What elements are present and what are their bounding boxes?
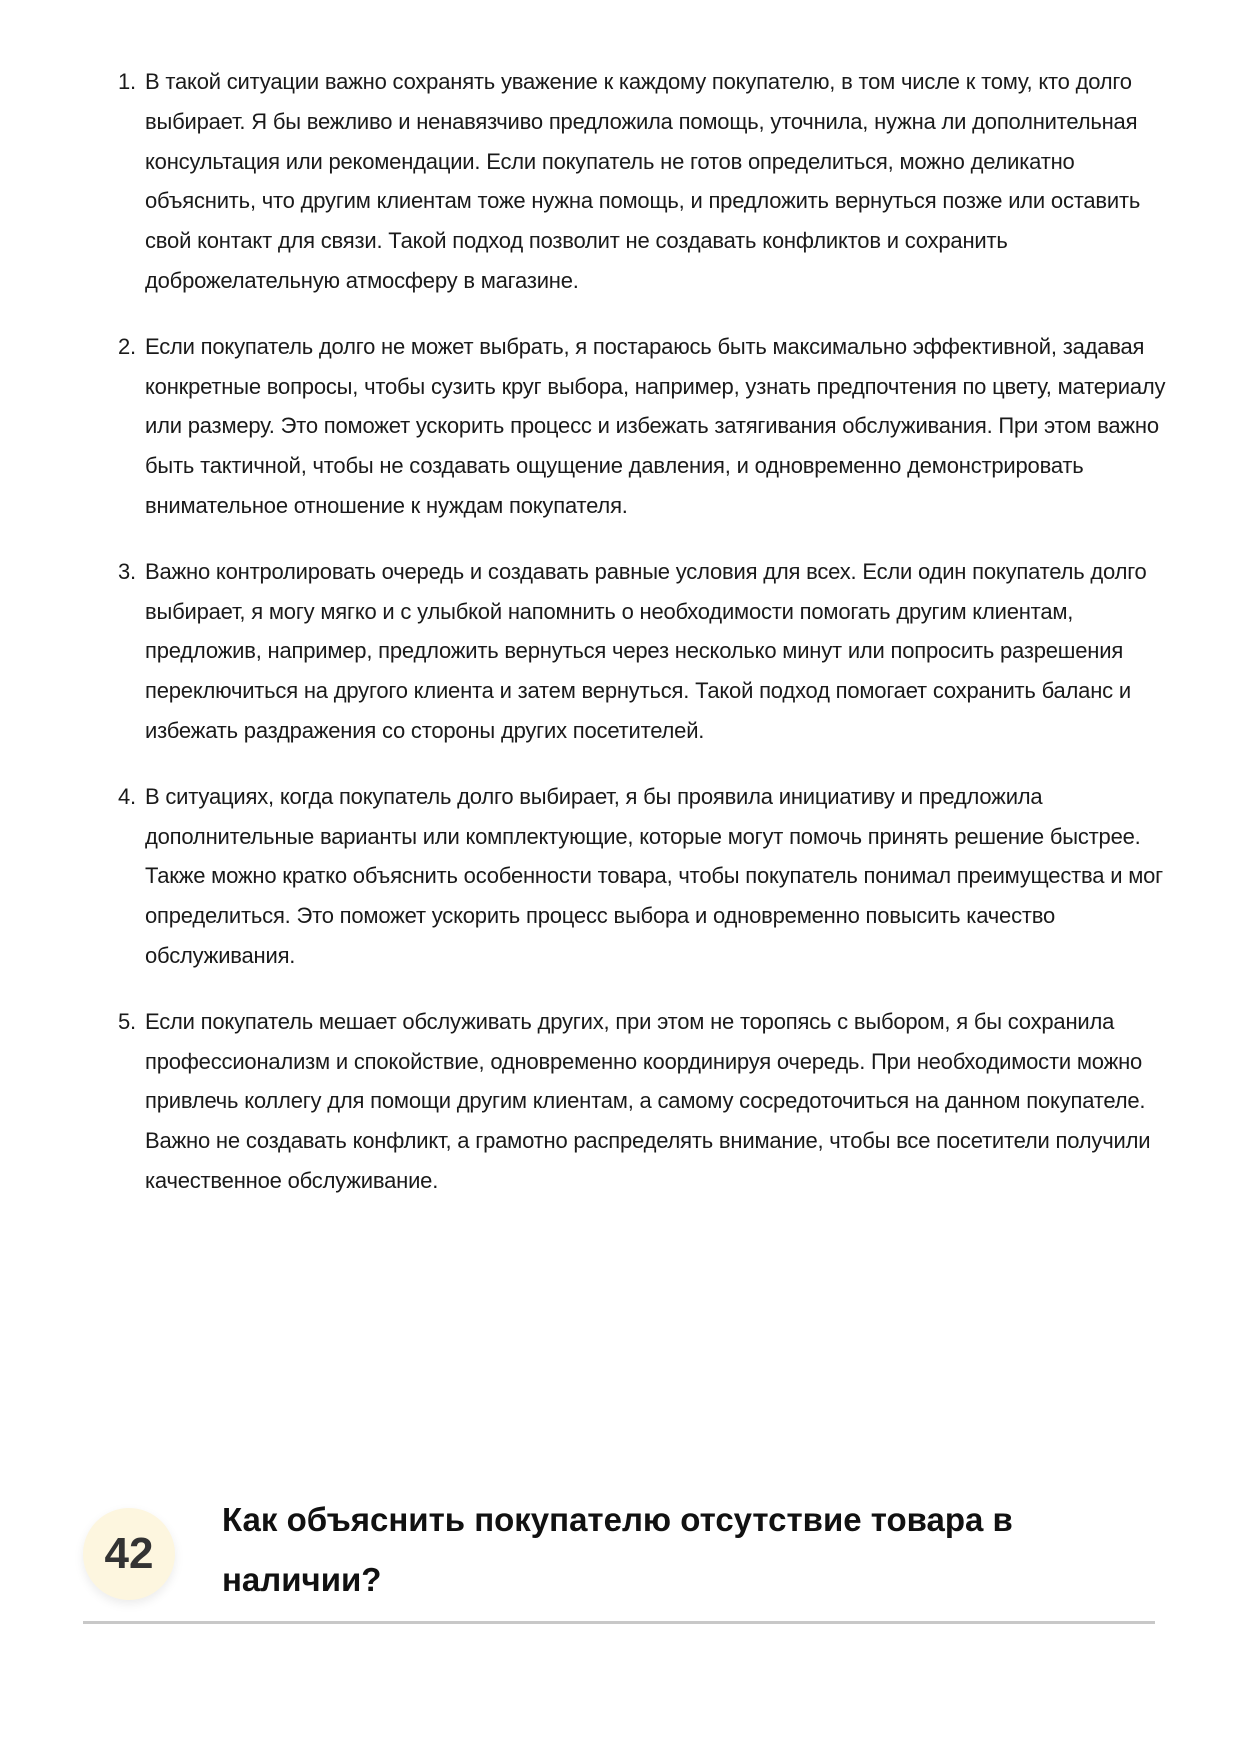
item-number: 3. — [118, 558, 136, 584]
item-number: 4. — [118, 783, 136, 809]
item-text: Если покупатель мешает обслуживать других, при этом не торопясь с выбором, я бы сохранила профессионализм и спокойствие, одновременно координируя очередь. При необходимости можно привлечь коллегу для помощи другим клиентам, а самому сосредоточиться на данном покупателе. Важно не создавать конфликт, а грамотно распределять внимание, чтобы все посетители получили качественное обслуживание. — [145, 1008, 1151, 1193]
item-text: Если покупатель долго не может выбрать, я постараюсь быть максимально эффективной, задавая конкретные вопросы, чтобы сузить круг выбора, например, узнать предпочтения по цвету, материалу или размеру. Это поможет ускорить процесс и избежать затягивания обслуживания. При этом важно быть тактичной, чтобы не создавать ощущение давления, и одновременно демонстрировать внимательное отношение к нуждам покупателя. — [145, 333, 1166, 518]
item-text: Важно контролировать очередь и создавать равные условия для всех. Если один покупатель долго выбирает, я могу мягко и с улыбкой напомнить о необходимости помогать другим клиентам, предложив, например, предложить вернуться через несколько минут или попросить разрешения переключиться на другого клиента и затем вернуться. Такой подход помогает сохранить баланс и избежать раздражения со стороны других посетителей. — [145, 558, 1147, 743]
list-item — [118, 777, 1170, 976]
question-title: Как объяснить покупателю отсутствие товара в наличии? — [222, 1501, 1013, 1598]
list-item — [118, 327, 1170, 526]
list-item — [118, 1002, 1170, 1201]
list-item — [118, 62, 1170, 301]
question-number-badge: 42 — [83, 1508, 175, 1600]
answer-list — [118, 62, 1170, 1227]
divider — [83, 1621, 1155, 1624]
item-number: 5. — [118, 1008, 136, 1034]
item-text: В такой ситуации важно сохранять уважение к каждому покупателю, в том числе к тому, кто долго выбирает. Я бы вежливо и ненавязчиво предложила помощь, уточнила, нужна ли дополнительная консультация или рекомендации. Если покупатель не готов определиться, можно деликатно объяснить, что другим клиентам тоже нужна помощь, и предложить вернуться позже или оставить свой контакт для связи. Такой подход позволит не создавать конфликтов и сохранить доброжелательную атмосферу в магазине. — [145, 69, 1141, 293]
item-text: В ситуациях, когда покупатель долго выбирает, я бы проявила инициативу и предложила дополнительные варианты или комплектующие, которые могут помочь принять решение быстрее. Также можно кратко объяснить особенности товара, чтобы покупатель понимал преимущества и мог определиться. Это поможет ускорить процесс выбора и одновременно повысить качество обслуживания. — [145, 783, 1163, 968]
list-item — [118, 552, 1170, 751]
item-number: 1. — [118, 69, 136, 94]
item-number: 2. — [118, 333, 136, 359]
